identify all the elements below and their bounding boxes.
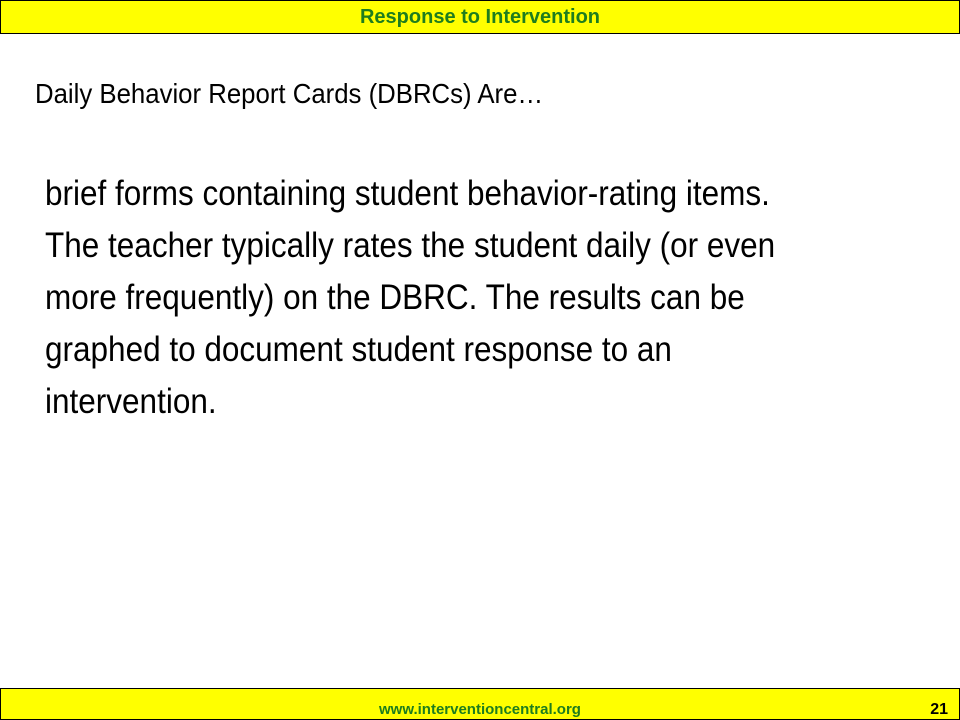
page-number: 21 bbox=[930, 701, 948, 718]
header-banner bbox=[0, 0, 960, 34]
slide-body-text: brief forms containing student behavior-rating items. The teacher typically rates the student daily (or even more frequently) on the DBRC. The results can be graphed to document student response to an intervention. bbox=[45, 174, 776, 421]
slide-heading: Daily Behavior Report Cards (DBRCs) Are… bbox=[35, 78, 544, 109]
site-url: www.interventioncentral.org bbox=[379, 701, 581, 718]
banner-title: Response to Intervention bbox=[359, 6, 601, 28]
footer-banner bbox=[0, 688, 960, 720]
